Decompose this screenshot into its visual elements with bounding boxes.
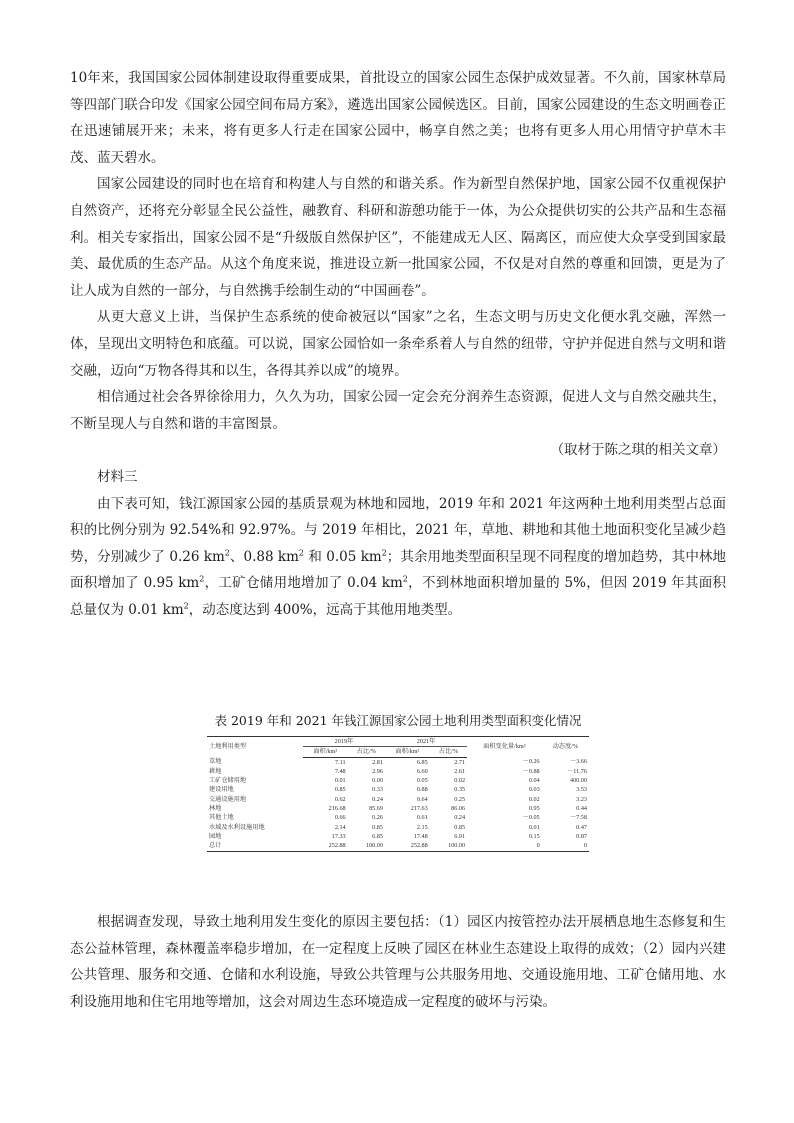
table-cell-a2021: 0.05 bbox=[416, 777, 428, 785]
paragraph: 国家公园建设的同时也在培育和构建人与自然的和谐关系。作为新型自然保护地，国家公园不仅重视保护自然资产，还将充分彰显全民公益性，融教育、科研和游憩功能于一体，为公众提供切实的公共产品和生态福利。相关专家指出，国家公园不是“升级版自然保护区”，不能建成无人区、隔离区，而应使大众享受到国家最美、最优质的生态产品。从这个角度来说，推进设立新一批国家公园，不仅是对自然的尊重和回馈，更是为了让人成为自然的一部分，与自然携手绘制生动的“中国画卷”。 bbox=[70, 176, 726, 299]
paragraph-continued: 10年来，我国国家公园体制建设取得重要成果，首批设立的国家公园生态保护成效显著。不久前，国家林草局等四部门联合印发《国家公园空间布局方案》，遴选出国家公园候选区。目前，国家公园建设的生态文明画卷正在迅速铺展开来；未来，将有更多人行走在国家公园中，畅享自然之美；也将有更多人用心用情守护草木丰茂、蓝天碧水。 bbox=[70, 70, 726, 166]
table-cell-change: 0.95 bbox=[528, 805, 540, 813]
table-cell-a2019: 2.14 bbox=[334, 823, 346, 831]
table-row bbox=[207, 832, 589, 841]
table-cell-p2021: 86.06 bbox=[451, 805, 466, 813]
table-cell-a2021: 0.64 bbox=[416, 795, 428, 803]
table-cell-name: 交通设施用地 bbox=[209, 795, 247, 803]
table-cell-change: －0.05 bbox=[522, 814, 540, 822]
subheader-pct: 占比/% bbox=[430, 747, 467, 757]
table-cell-p2019: 2.96 bbox=[372, 767, 383, 775]
material3-intro-paragraph: 由下表可知，钱江源国家公园的基质景观为林地和园地，2019 年和 2021 年这两种土地利用类型占总面积的比例分别为 92.54%和 92.97%。与 2019 年相比，2021 年，草地、耕地和其他土地面积变化呈减少趋势，分别减少了 0.26 $km^2$、0.88 $km^2$ 和 0.05 $km^2$；其余用地类型面积呈现不同程度的增加趋势，其中林地面积增加了 0.95 $km^2$，工矿仓储用地增加了 0.04 $km^2$，不到林地面积增加量的 5%，但因 2019 年其面积总量仅为 0.01 $km^2$，动态度达到 400%，远高于其他用地类型。 bbox=[70, 495, 727, 618]
table-cell-dyn: 3.53 bbox=[576, 786, 587, 794]
table-cell-name: 园地 bbox=[209, 832, 222, 840]
table-cell-p2021: 6.91 bbox=[454, 832, 466, 840]
table-cell-name: 林地 bbox=[209, 805, 222, 813]
table-cell-p2019: 2.81 bbox=[372, 758, 383, 766]
table-row bbox=[207, 776, 589, 785]
table-cell-name: 其他土地 bbox=[209, 814, 234, 822]
table-cell-a2021: 0.88 bbox=[416, 786, 428, 794]
table-cell-dyn: －11.76 bbox=[567, 767, 587, 775]
table-cell-a2021: 0.61 bbox=[416, 814, 428, 822]
table-cell-p2019: 100.00 bbox=[348, 841, 385, 851]
table-cell-name: 建设用地 bbox=[209, 786, 234, 794]
table-cell-dyn: 0.44 bbox=[576, 805, 587, 813]
table-cell-a2021: 2.15 bbox=[416, 823, 428, 831]
table-row bbox=[207, 804, 589, 813]
paragraph: 从更大意义上讲，当保护生态系统的使命被冠以“国家”之名，生态文明与历史文化便水乳交融，浑然一体，呈现出文明特色和底蕴。可以说，国家公园恰如一条牵系着人与自然的纽带，守护并促进自然与文明和谐交融，迈向“万物各得其和以生，各得其养以成”的境界。 bbox=[70, 309, 726, 379]
paragraph: 相信通过社会各界徐徐用力，久久为功，国家公园一定会充分润养生态资源，促进人文与自然交融共生，不断呈现人与自然和谐的丰富图景。 bbox=[70, 389, 726, 432]
table-cell-p2021: 2.71 bbox=[454, 758, 466, 766]
table-cell-name: 水域及水利设施用地 bbox=[209, 823, 265, 831]
table-cell-change: －0.26 bbox=[522, 758, 540, 766]
table-cell-a2021: 217.63 bbox=[410, 805, 428, 813]
paragraph: 根据调查发现，导致土地利用发生变化的原因主要包括：（1）园区内按管控办法开展栖息地生态修复和生态公益林管理，森林覆盖率稳步增加，在一定程度上反映了园区在林业生态建设上取得的成效；（2）园内兴建公共管理、服务和交通、仓储和水利设施，导致公共管理与公共服务用地、交通设施用地、工矿仓储用地、水利设施用地和住宅用地等增加，这会对周边生态环境造成一定程度的破坏与污染。 bbox=[70, 914, 726, 1010]
table-cell-p2021: 2.61 bbox=[454, 767, 466, 775]
table-cell-change: 0.04 bbox=[528, 777, 540, 785]
table-cell-p2019: 85.69 bbox=[369, 805, 383, 813]
table-cell-p2021: 0.35 bbox=[454, 786, 466, 794]
table-title: 表 2019 年和 2021 年钱江源国家公园土地利用类型面积变化情况 bbox=[214, 713, 582, 728]
table-cell-p2021: 100.00 bbox=[430, 841, 467, 851]
land-use-table-section bbox=[70, 712, 726, 852]
table-cell-p2021: 0.25 bbox=[454, 795, 466, 803]
header-dynamic: 动态度/% bbox=[542, 737, 589, 758]
table-cell-a2021: 17.48 bbox=[413, 832, 428, 840]
table-row bbox=[207, 841, 589, 851]
lower-text bbox=[70, 909, 726, 1015]
table-cell-a2021: 6.60 bbox=[416, 767, 428, 775]
table-cell-change: 0 bbox=[467, 841, 542, 851]
table-cell-change: 0.01 bbox=[528, 823, 540, 831]
header-2019: 2019年 bbox=[303, 737, 385, 747]
table-row bbox=[207, 785, 589, 794]
table-cell-a2019: 252.88 bbox=[303, 841, 348, 851]
table-cell-p2019: 0.00 bbox=[372, 777, 383, 785]
table-cell-name: 总计 bbox=[207, 841, 303, 851]
subheader-area: 面积/km² bbox=[303, 747, 348, 757]
table-cell-dyn: －7.58 bbox=[569, 814, 587, 822]
upper-text bbox=[70, 65, 726, 623]
table-cell-p2019: 0.24 bbox=[372, 795, 383, 803]
table-row bbox=[207, 767, 589, 776]
table-row bbox=[207, 757, 589, 767]
table-cell-a2019: 7.11 bbox=[335, 758, 346, 766]
table-cell-name: 草地 bbox=[209, 758, 222, 766]
table-cell-dyn: 0 bbox=[542, 841, 589, 851]
header-change: 面积变化量/km² bbox=[467, 737, 542, 758]
table-cell-p2019: 0.85 bbox=[372, 823, 383, 831]
table-cell-dyn: 400.00 bbox=[569, 777, 587, 785]
source-note: （取材于陈之琪的相关文章） bbox=[550, 442, 726, 459]
table-cell-a2019: 216.68 bbox=[328, 805, 346, 813]
table-cell-change: －0.88 bbox=[522, 767, 540, 775]
table-row bbox=[207, 813, 589, 822]
subheader-area: 面积/km² bbox=[385, 747, 430, 757]
table-cell-dyn: －3.66 bbox=[569, 758, 587, 766]
table-cell-dyn: 0.47 bbox=[576, 823, 587, 831]
table-cell-a2021: 252.88 bbox=[385, 841, 430, 851]
header-type: 土地利用类型 bbox=[207, 737, 303, 758]
header-2021: 2021年 bbox=[385, 737, 467, 747]
table-cell-p2019: 0.26 bbox=[372, 814, 383, 822]
table-cell-name: 工矿仓储用地 bbox=[209, 777, 247, 785]
table-cell-p2019: 6.85 bbox=[372, 832, 383, 840]
table-cell-p2021: 0.85 bbox=[454, 823, 466, 831]
table-cell-a2019: 17.33 bbox=[331, 832, 346, 840]
table-cell-a2021: 6.85 bbox=[416, 758, 428, 766]
table-row bbox=[207, 795, 589, 804]
table-cell-a2019: 0.62 bbox=[334, 795, 346, 803]
table-cell-p2021: 0.02 bbox=[454, 777, 466, 785]
table-row bbox=[207, 823, 589, 832]
table-cell-a2019: 0.01 bbox=[334, 777, 346, 785]
table-cell-p2019: 0.33 bbox=[372, 786, 383, 794]
table-cell-change: 0.02 bbox=[528, 795, 540, 803]
table-cell-change: 0.15 bbox=[528, 832, 540, 840]
table-cell-a2019: 0.85 bbox=[334, 786, 346, 794]
table-cell-dyn: 0.87 bbox=[576, 832, 587, 840]
table-cell-name: 耕地 bbox=[209, 767, 222, 775]
table-cell-change: 0.03 bbox=[528, 786, 540, 794]
subheader-pct: 占比/% bbox=[348, 747, 385, 757]
table-cell-a2019: 7.48 bbox=[334, 767, 346, 775]
table-cell-dyn: 3.23 bbox=[576, 795, 587, 803]
section-heading: 材料三 bbox=[97, 468, 138, 485]
land-use-table bbox=[207, 736, 589, 852]
table-cell-p2021: 0.24 bbox=[454, 814, 466, 822]
table-cell-a2019: 0.66 bbox=[334, 814, 346, 822]
